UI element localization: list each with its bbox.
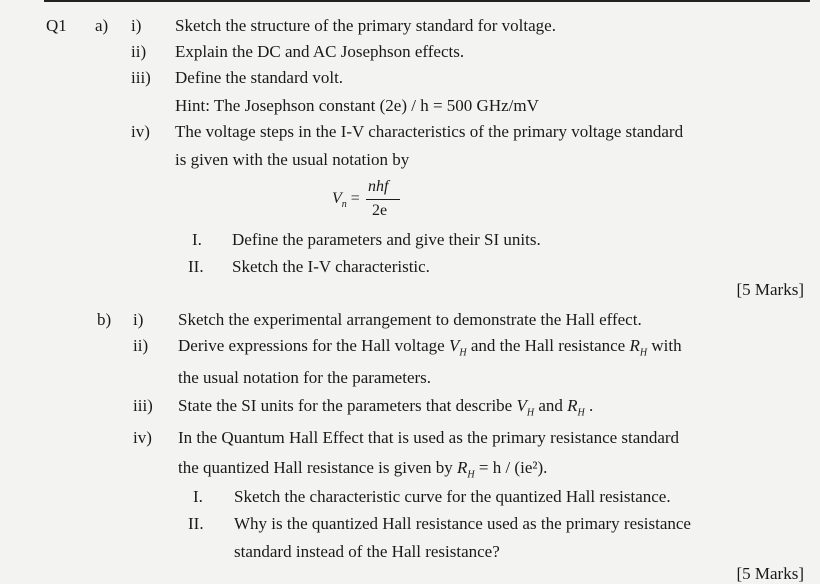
a-iv-I-text: Define the parameters and give their SI units. — [232, 230, 541, 249]
b-iv-II-num: II. — [188, 514, 204, 533]
a-iv-I-num: I. — [192, 230, 202, 249]
a-iii-text: Define the standard volt. — [175, 68, 344, 87]
a-iv-line1: The voltage steps in the I-V characteristics of the primary voltage standard — [175, 122, 684, 141]
b-i-text: Sketch the experimental arrangement to demonstrate the Hall effect. — [178, 310, 642, 329]
b-i-num: i) — [133, 310, 144, 329]
b-iv-line2: the quantized Hall resistance is given by $R_H = h / (ie^2)$. — [178, 458, 548, 481]
b-iv-II-line2: standard instead of the Hall resistance? — [234, 542, 500, 561]
b-iv-num: iv) — [133, 428, 152, 447]
a-ii-num: ii) — [131, 42, 147, 61]
a-iv-num: iv) — [131, 122, 150, 141]
part-b-label: b) — [97, 310, 112, 329]
formula-numerator: nhf — [368, 178, 389, 195]
b-iv-I-text: Sketch the characteristic curve for the quantized Hall resistance. — [234, 487, 671, 506]
a-i-text: Sketch the structure of the primary standard for voltage. — [175, 16, 556, 35]
b-ii-num: ii) — [133, 336, 149, 355]
b-iii-num: iii) — [133, 396, 153, 415]
a-ii-text: Explain the DC and AC Josephson effects. — [175, 42, 465, 61]
a-hint: Hint: The Josephson constant (2e) / h = 500 GHz/mV — [175, 96, 539, 115]
b-iv-I-num: I. — [193, 487, 203, 506]
b-ii-line1: Derive expressions for the Hall voltage $V_H$ and the Hall resistance $R_H$ with — [178, 336, 682, 359]
a-iv-II-num: II. — [188, 257, 204, 276]
b-ii-line2: the usual notation for the parameters. — [178, 368, 432, 387]
top-rule — [44, 0, 810, 2]
question-label: Q1 — [46, 16, 67, 35]
fraction-bar — [366, 199, 400, 200]
a-i-num: i) — [131, 16, 142, 35]
a-iv-line2: is given with the usual notation by — [175, 150, 410, 169]
b-iv-line1: In the Quantum Hall Effect that is used as the primary resistance standard — [178, 428, 680, 447]
part-a-label: a) — [95, 16, 109, 35]
formula-denominator: 2e — [372, 202, 388, 219]
b-marks: [5 Marks] — [736, 564, 804, 583]
a-iv-II-text: Sketch the I-V characteristic. — [232, 257, 430, 276]
a-marks: [5 Marks] — [736, 280, 804, 299]
formula-lhs: $V_n$ = — [332, 190, 360, 211]
b-iv-II-line1: Why is the quantized Hall resistance used as the primary resistance — [234, 514, 691, 533]
a-iii-num: iii) — [131, 68, 151, 87]
b-iii-text: State the SI units for the parameters that describe $V_H$ and $R_H$ . — [178, 396, 594, 419]
voltage-formula — [330, 178, 430, 220]
